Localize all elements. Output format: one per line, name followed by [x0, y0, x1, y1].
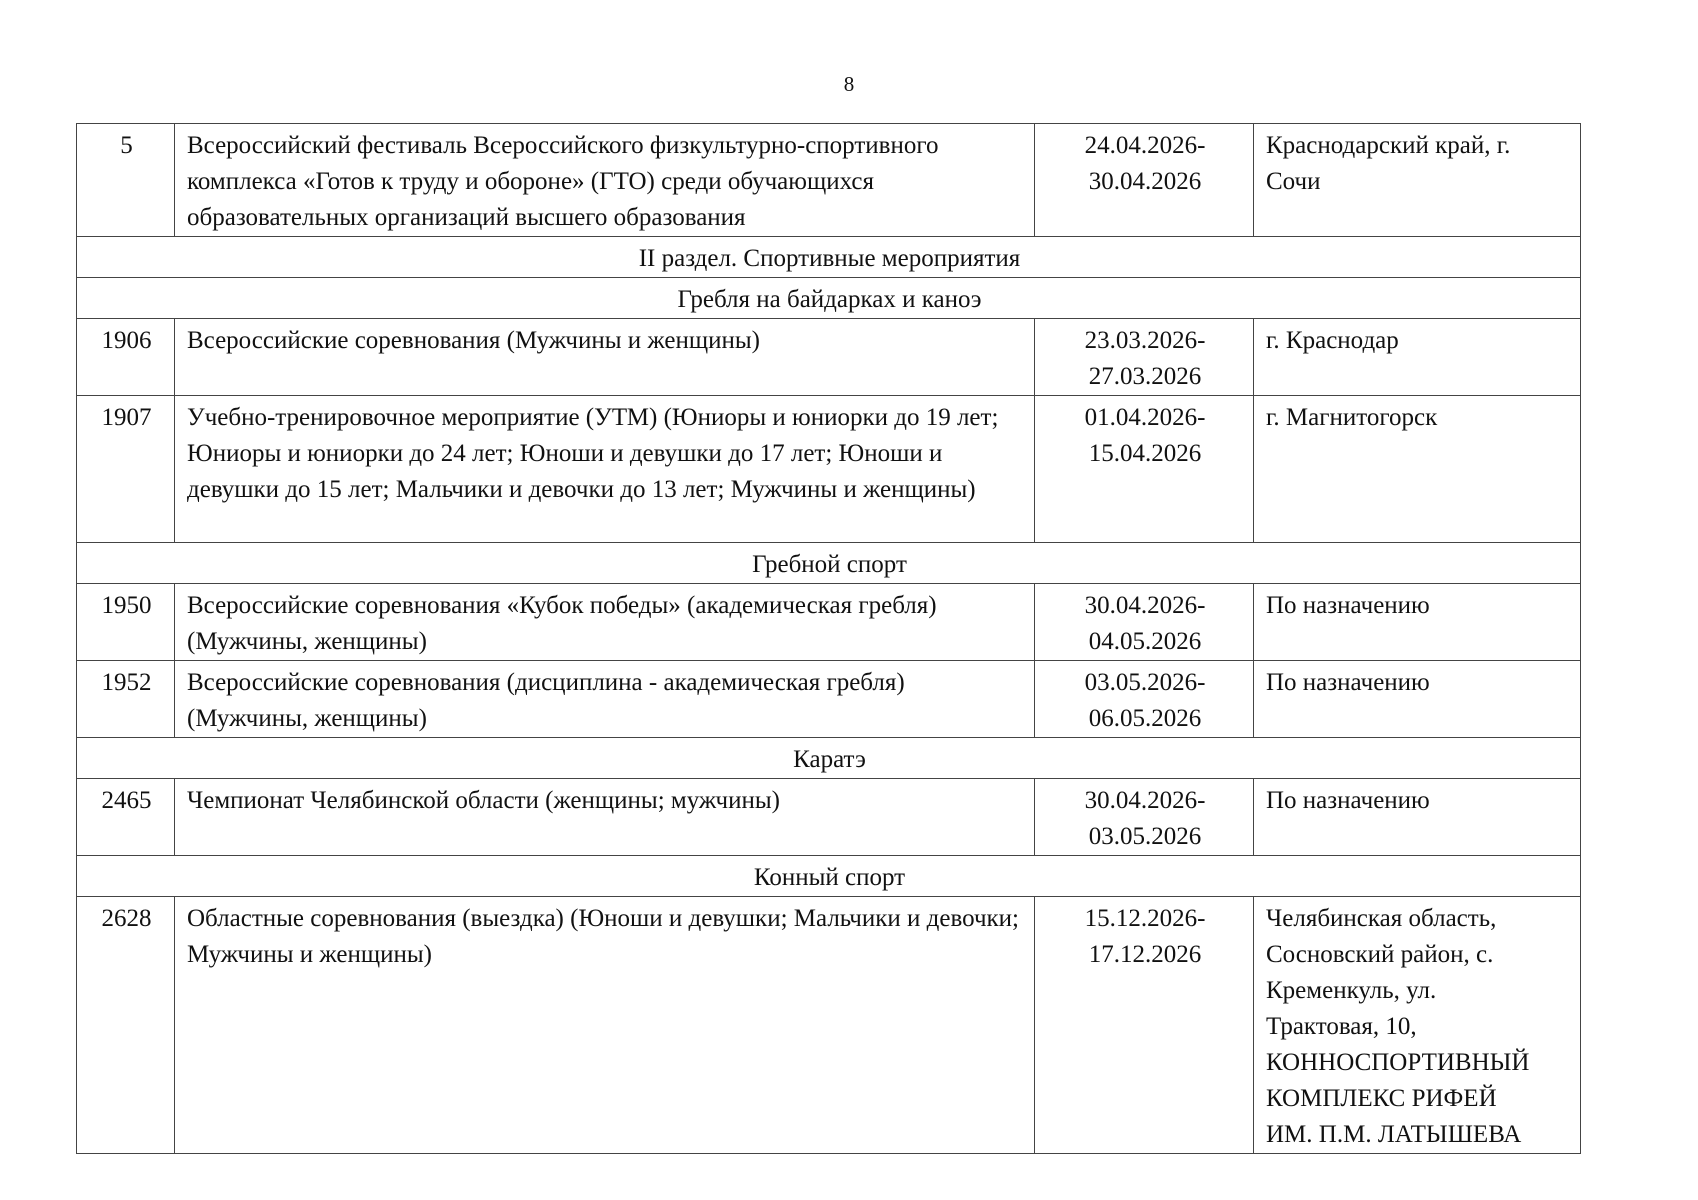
event-place: Краснодарский край, г. Сочи	[1254, 124, 1581, 237]
sport-title: Каратэ	[77, 738, 1581, 779]
event-name: Учебно-тренировочное мероприятие (УТМ) (Юниоры и юниорки до 19 лет; Юниоры и юниорки до 24 лет; Юноши и девушки до 17 лет; Юноши и девушки до 15 лет; Мальчики и девочки до 13 лет; Мужчины и женщины)	[175, 396, 1035, 543]
event-dates: 24.04.2026- 30.04.2026	[1035, 124, 1254, 237]
section-title: II раздел. Спортивные мероприятия	[77, 237, 1581, 278]
event-dates: 30.04.2026- 03.05.2026	[1035, 779, 1254, 856]
event-name: Всероссийские соревнования (дисциплина - академическая гребля) (Мужчины, женщины)	[175, 661, 1035, 738]
sport-title: Гребной спорт	[77, 543, 1581, 584]
event-place: По назначению	[1254, 779, 1581, 856]
event-dates: 15.12.2026- 17.12.2026	[1035, 897, 1254, 1154]
table-row	[77, 779, 1581, 856]
table-row	[77, 661, 1581, 738]
event-number: 1907	[77, 396, 175, 543]
event-dates: 01.04.2026- 15.04.2026	[1035, 396, 1254, 543]
event-name: Областные соревнования (выездка) (Юноши и девушки; Мальчики и девочки; Мужчины и женщины)	[175, 897, 1035, 1154]
table-row	[77, 584, 1581, 661]
event-number: 5	[77, 124, 175, 237]
event-dates: 03.05.2026- 06.05.2026	[1035, 661, 1254, 738]
sport-header-row	[77, 856, 1581, 897]
event-name: Чемпионат Челябинской области (женщины; мужчины)	[175, 779, 1035, 856]
sport-header-row	[77, 278, 1581, 319]
table-row	[77, 124, 1581, 237]
event-number: 1906	[77, 319, 175, 396]
event-number: 1950	[77, 584, 175, 661]
page-number: 8	[843, 72, 855, 96]
sport-header-row	[77, 738, 1581, 779]
events-table	[76, 123, 1581, 1154]
event-name: Всероссийский фестиваль Всероссийского физкультурно-спортивного комплекса «Готов к труду и обороне» (ГТО) среди обучающихся образовательных организаций высшего образования	[175, 124, 1035, 237]
event-name: Всероссийские соревнования (Мужчины и женщины)	[175, 319, 1035, 396]
sport-title: Гребля на байдарках и каноэ	[77, 278, 1581, 319]
sport-header-row	[77, 543, 1581, 584]
table-row	[77, 396, 1581, 543]
section-row	[77, 237, 1581, 278]
event-number: 2628	[77, 897, 175, 1154]
event-name: Всероссийские соревнования «Кубок победы» (академическая гребля) (Мужчины, женщины)	[175, 584, 1035, 661]
event-place: Челябинская область, Сосновский район, с. Кременкуль, ул. Трактовая, 10, КОННОСПОРТИВНЫЙ КОМПЛЕКС РИФЕЙ ИМ. П.М. ЛАТЫШЕВА	[1254, 897, 1581, 1154]
event-place: г. Магнитогорск	[1254, 396, 1581, 543]
table-row	[77, 319, 1581, 396]
table-row	[77, 897, 1581, 1154]
event-dates: 23.03.2026- 27.03.2026	[1035, 319, 1254, 396]
event-number: 2465	[77, 779, 175, 856]
event-place: г. Краснодар	[1254, 319, 1581, 396]
event-number: 1952	[77, 661, 175, 738]
event-place: По назначению	[1254, 584, 1581, 661]
event-dates: 30.04.2026- 04.05.2026	[1035, 584, 1254, 661]
sport-title: Конный спорт	[77, 856, 1581, 897]
event-place: По назначению	[1254, 661, 1581, 738]
